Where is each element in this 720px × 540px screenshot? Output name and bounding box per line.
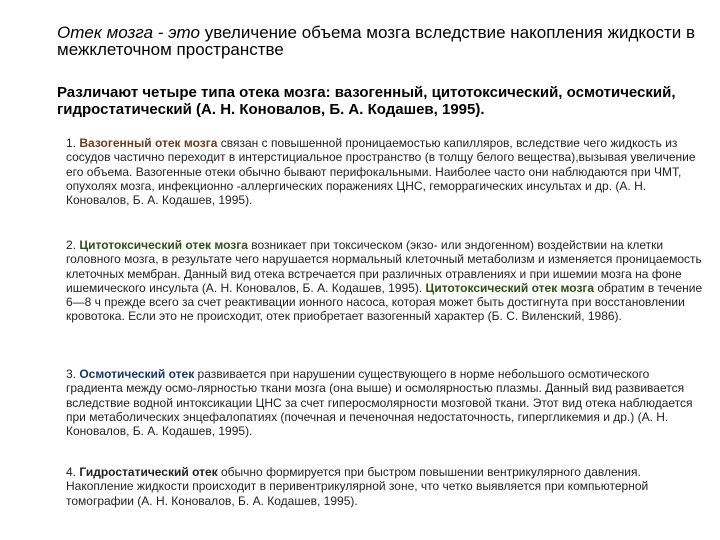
section-vasogenic xyxy=(66,136,706,207)
section-hydrostatic xyxy=(66,465,706,508)
section-term: Осмотический отек xyxy=(79,367,195,381)
section-cytotoxic xyxy=(66,238,706,324)
section-term: Вазогенный отек мозга xyxy=(79,136,218,150)
section-text: связан с повышенной проницаемостью капилляров, вследствие чего жидкость из сосудов частично переходит в интерстициальное пространство (в толщу белого вещества),вызывая увеличение его объема. Вазогенные отеки обычно бывают перифокальными. Наиболее часто они наблюдаются при ЧМТ, опухолях мозга, инфекционно -аллергических поражениях ЦНС, геморрагических инсультах и др. (А. Н. Коновалов, Б. А. Кодашев, 1995). xyxy=(66,136,696,208)
title-italic-part: - это xyxy=(153,23,200,42)
section-number: 2. xyxy=(66,238,80,252)
section-osmotic xyxy=(66,367,706,438)
section-term-repeat: Цитотоксический отек мозга xyxy=(425,280,595,295)
title-term: Отек мозга xyxy=(57,23,154,42)
section-number: 1. xyxy=(66,136,80,150)
section-number: 3. xyxy=(66,367,80,381)
section-text-continued: обратим в течение 6—8 ч прежде всего за счет реактивации ионного насоса, которая может быть достигнута при восстановлении кровотока. Если это не происходит, отек приобретает вазогенный характер (Б. С. Виленский, 1986). xyxy=(66,280,703,324)
title-definition: увеличение объема мозга вследствие накопления жидкости в межклеточном пространстве xyxy=(57,23,696,59)
section-text: обычно формируется при быстром повышении вентрикулярного давления. Накопление жидкости происходит в перивентрикулярной зоне, что четко выявляется при компьютерной томографии (А. Н. Коновалов, Б. А. Кодашев, 1995). xyxy=(66,465,649,508)
subtitle: Различают четыре типа отека мозга: вазогенный, цитотоксический, осмотический, гидростатический (А. Н. Коновалов, Б. А. Кодашев, 1995). xyxy=(57,84,676,118)
section-term: Цитотоксический отек мозга xyxy=(79,238,248,252)
section-term: Гидростатический отек xyxy=(79,465,218,479)
section-text: развивается при нарушении существующего в норме небольшого осмотического градиента между осмо-лярностью ткани мозга (она выше) и осмолярностью плазмы. Данный вид развивается вследствие водной интоксикации ЦНС за счет гиперосмолярности мозговой ткани. Этот вид отека наблюдается при метаболических энцефалопатиях (почечная и печеночная недостаточность, гипергликемия и др.) (А. Н. Коновалов, Б. А. Кодашев, 1995). xyxy=(66,367,693,439)
page-title xyxy=(57,24,697,58)
section-text: возникает при токсическом (экзо- или эндогенном) воздействии на клетки головного мозга, в результате чего нарушается нормальный клеточный метаболизм и изменяется проницаемость клеточных мембран. Данный вид отека встречается при различных отравлениях и при ишемии мозга на фоне ишемического инсульта (А. Н. Коновалов, Б. А. Кодашев, 1995). xyxy=(66,238,702,295)
section-number: 4. xyxy=(66,465,80,479)
